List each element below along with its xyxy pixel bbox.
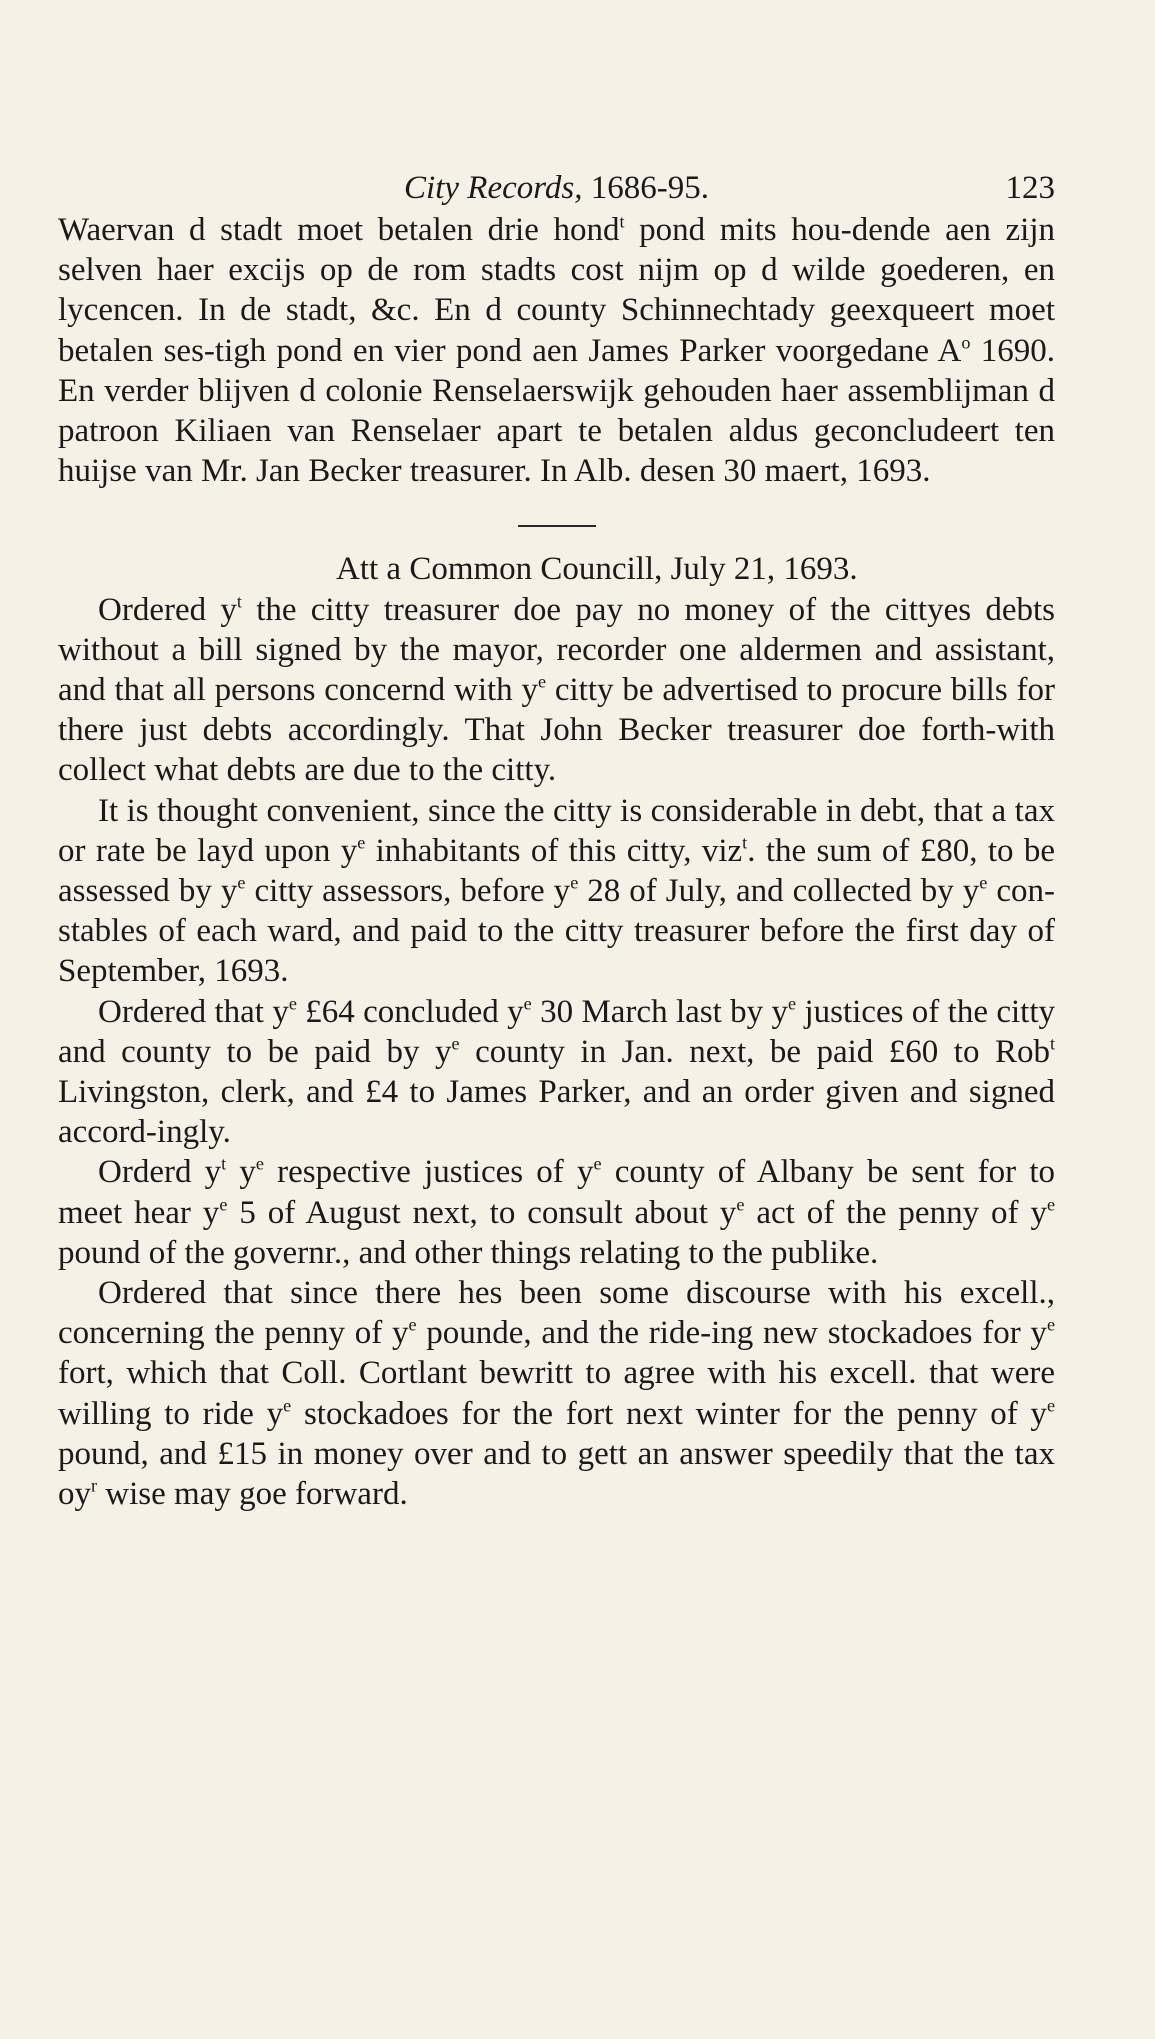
- paragraph-justices-meeting: Orderd $y^t$ $y^e$ respective justices of $y^e$ county of Albany be sent for to meet hear $y^e$ 5 of August next, to consult about $y^e$ act of the penny of $y^e$ pound of the governr., and other things relating to the publike.: [58, 1153, 1056, 1271]
- running-title: [58, 166, 1055, 210]
- running-title-years: 1686-95.: [582, 170, 709, 206]
- paragraph-stockadoes-order: Ordered that since there hes been some discourse with his excell., concerning the penny of $y^e$ pounde, and the ride-ing new stockadoes for $y^e$ fort, which that Coll. Cortlant bewritt to agree with his excell. that were willing to ride $y^e$ stockadoes for the fort next winter for the penny of $y^e$ pound, and £15 in money over and to gett an answer speedily that the tax $oy^r$ wise may goe forward.: [58, 1275, 1055, 1513]
- paragraph-tax-rate: It is thought convenient, since the citty is considerable in debt, that a tax or rate be layd upon $y^e$ inhabitants of this citty, viz$^t$. the sum of £80, to be assessed by $y^e$ citty assessors, before $y^e$ 28 of July, and collected by $y^e$ con-stables of each ward, and paid to the citty treasurer before the first day of September, 1693.: [58, 792, 1056, 990]
- paragraph-treasurer-order: Ordered $y^t$ the citty treasurer doe pay no money of the cittyes debts without a bill signed by the mayor, recorder one aldermen and assistant, and that all persons concernd with $y^e$ citty be advertised to procure bills for there just debts accordingly. That John Becker treasurer doe forth-with collect what debts are due to the citty.: [58, 590, 1055, 789]
- section-heading: Att a Common Councill, July 21, 1693.: [336, 551, 858, 588]
- paragraph-payment-order: Ordered that $y^e$ £64 concluded $y^e$ 30 March last by $y^e$ justices of the citty and county to be paid by $y^e$ county in Jan. next, be paid £60 to Rob$^t$ Livingston, clerk, and £4 to James Parker, and an order given and signed accord-ingly.: [58, 992, 1056, 1151]
- section-divider: [518, 525, 596, 527]
- running-head: [58, 166, 1055, 210]
- paragraph-dutch-resolution: Waervan d stadt moet betalen drie hond$^t$ pond mits hou-dende aen zijn selven haer excijs op de rom stadts cost nijm op d wilde goederen, en lycencen. In de stadt, &c. En d county Schinnechtady geexqueert moet betalen ses-tigh pond en vier pond aen James Parker voorgedane $A^o$ 1690. En verder blijven d colonie Renselaerswijk gehouden haer assemblijman d patroon Kiliaen van Renselaer apart te betalen aldus geconcludeert ten huijse van Mr. Jan Becker treasurer. In Alb. desen 30 maert, 1693.: [58, 211, 1055, 490]
- running-title-italic: City Records,: [404, 170, 583, 206]
- page-number: 123: [1005, 170, 1055, 206]
- body-text: [58, 210, 1055, 1514]
